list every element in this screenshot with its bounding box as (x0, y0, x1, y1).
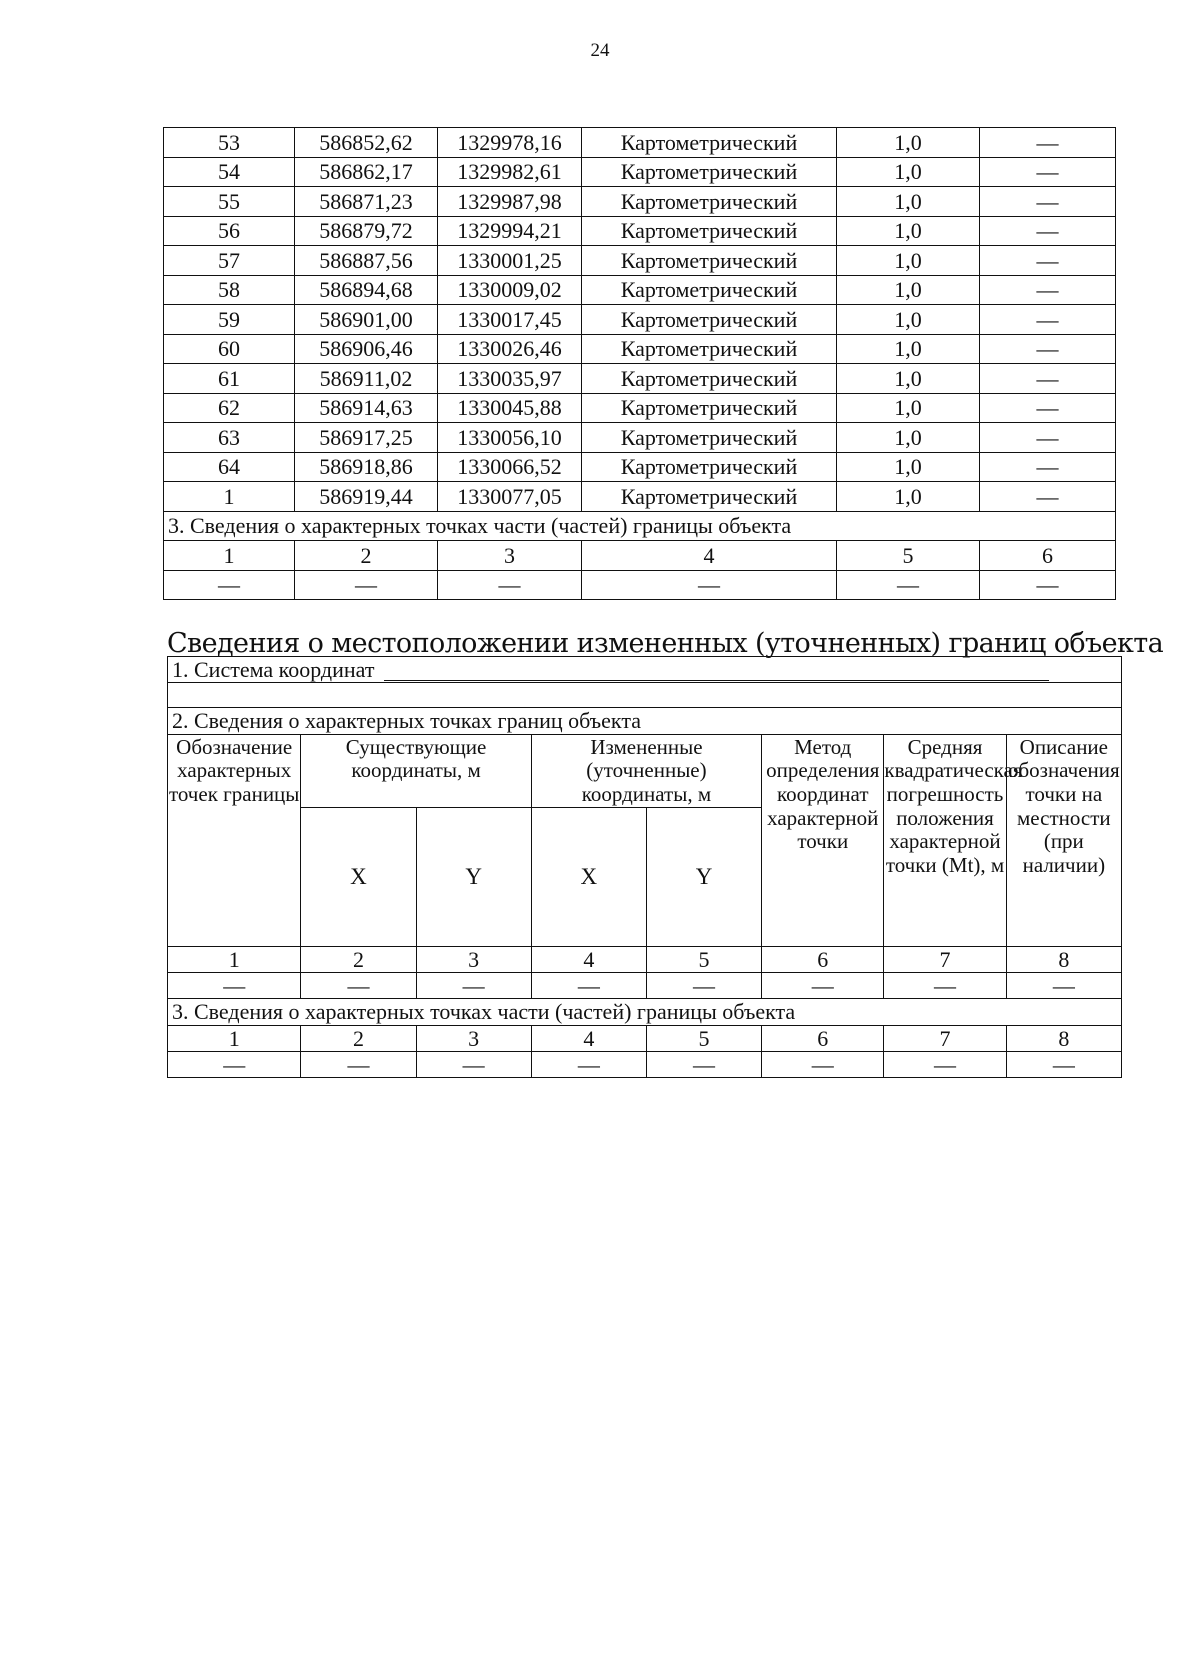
accuracy-cell: 1,0 (837, 187, 980, 217)
point-number-cell: 64 (164, 452, 295, 482)
point-number-cell: 1 (164, 482, 295, 512)
y-coordinate-cell: 1329994,21 (438, 216, 582, 246)
method-cell: Картометрический (582, 393, 837, 423)
point-number-cell: 59 (164, 305, 295, 335)
dash-cell: — (1006, 973, 1121, 999)
column-number: 8 (1006, 946, 1121, 972)
section-header-row (168, 999, 1122, 1025)
x-coordinate-cell: 586911,02 (295, 364, 438, 394)
method-cell: Картометрический (582, 187, 837, 217)
column-numbers-row (168, 1025, 1122, 1051)
table-row (164, 128, 1116, 158)
dash-cell: — (762, 973, 884, 999)
column-numbers-row (168, 946, 1122, 972)
point-number-cell: 60 (164, 334, 295, 364)
page-number: 24 (590, 40, 610, 61)
y-coordinate-cell: 1330066,52 (438, 452, 582, 482)
accuracy-cell: 1,0 (837, 364, 980, 394)
column-number: 1 (168, 946, 301, 972)
column-number: 6 (762, 946, 884, 972)
y-coordinate-cell: 1330017,45 (438, 305, 582, 335)
description-header: Описание обозначения точки на местности (при наличии) (1006, 734, 1121, 946)
empty-row (168, 683, 1122, 708)
y-coordinate-cell: 1329982,61 (438, 157, 582, 187)
designation-header: Обозначение характерных точек границы (168, 734, 301, 946)
column-number: 2 (295, 541, 438, 571)
section-title: Сведения о местоположении измененных (уточненных) границ объекта (167, 628, 1164, 659)
column-number: 2 (301, 1025, 416, 1051)
dash-cell: — (582, 570, 837, 600)
dash-cell: — (295, 570, 438, 600)
description-cell: — (980, 246, 1116, 276)
y-coordinate-cell: 1329987,98 (438, 187, 582, 217)
x-coordinate-cell: 586887,56 (295, 246, 438, 276)
dash-cell: — (301, 1051, 416, 1077)
description-cell: — (980, 364, 1116, 394)
table-row (164, 275, 1116, 305)
description-cell: — (980, 305, 1116, 335)
method-cell: Картометрический (582, 334, 837, 364)
accuracy-cell: 1,0 (837, 275, 980, 305)
section-header-row (164, 511, 1116, 541)
dash-cell: — (837, 570, 980, 600)
changed-boundaries-table (167, 656, 1122, 1078)
accuracy-cell: 1,0 (837, 128, 980, 158)
coordinate-system-cell (168, 657, 1122, 683)
description-cell: — (980, 128, 1116, 158)
table-row (164, 364, 1116, 394)
dash-cell: — (884, 973, 1006, 999)
method-cell: Картометрический (582, 305, 837, 335)
y-coordinate-cell: 1330026,46 (438, 334, 582, 364)
accuracy-header: Средняя квадратическая погрешность положения характерной точки (Mt), м (884, 734, 1006, 946)
dash-cell: — (884, 1051, 1006, 1077)
dash-cell: — (531, 1051, 646, 1077)
description-cell: — (980, 187, 1116, 217)
dash-cell: — (980, 570, 1116, 600)
y-coordinate-cell: 1330009,02 (438, 275, 582, 305)
dash-cell: — (646, 1051, 761, 1077)
column-number: 4 (582, 541, 837, 571)
column-number: 8 (1006, 1025, 1121, 1051)
point-number-cell: 53 (164, 128, 295, 158)
column-number: 4 (531, 1025, 646, 1051)
x-coordinate-cell: 586852,62 (295, 128, 438, 158)
column-number: 7 (884, 946, 1006, 972)
accuracy-cell: 1,0 (837, 246, 980, 276)
column-number: 6 (980, 541, 1116, 571)
column-number: 3 (416, 1025, 531, 1051)
column-number: 3 (438, 541, 582, 571)
accuracy-cell: 1,0 (837, 452, 980, 482)
column-number: 7 (884, 1025, 1006, 1051)
method-cell: Картометрический (582, 157, 837, 187)
point-number-cell: 57 (164, 246, 295, 276)
x-coordinate-cell: 586917,25 (295, 423, 438, 453)
changed-x-header: X (531, 807, 646, 946)
description-cell: — (980, 393, 1116, 423)
changed-coordinates-header: Измененные (уточненные) координаты, м (531, 734, 761, 807)
column-number: 5 (646, 946, 761, 972)
description-cell: — (980, 216, 1116, 246)
coordinate-system-blank-line (384, 662, 1049, 681)
method-cell: Картометрический (582, 423, 837, 453)
table-row (164, 423, 1116, 453)
dash-cell: — (301, 973, 416, 999)
x-coordinate-cell: 586862,17 (295, 157, 438, 187)
accuracy-cell: 1,0 (837, 216, 980, 246)
table-row (164, 452, 1116, 482)
method-cell: Картометрический (582, 452, 837, 482)
existing-coordinates-header: Существующие координаты, м (301, 734, 531, 807)
x-coordinate-cell: 586871,23 (295, 187, 438, 217)
dash-cell: — (168, 1051, 301, 1077)
x-coordinate-cell: 586906,46 (295, 334, 438, 364)
dash-cell: — (416, 973, 531, 999)
dash-cell: — (531, 973, 646, 999)
dash-cell: — (164, 570, 295, 600)
point-number-cell: 63 (164, 423, 295, 453)
y-coordinate-cell: 1330035,97 (438, 364, 582, 394)
dash-row (164, 570, 1116, 600)
description-cell: — (980, 334, 1116, 364)
point-number-cell: 56 (164, 216, 295, 246)
x-coordinate-cell: 586918,86 (295, 452, 438, 482)
section-3-title: 3. Сведения о характерных точках части (частей) границы объекта (168, 999, 1122, 1025)
column-number: 5 (837, 541, 980, 571)
dash-cell: — (762, 1051, 884, 1077)
column-numbers-row (164, 541, 1116, 571)
table-row (164, 482, 1116, 512)
point-number-cell: 58 (164, 275, 295, 305)
changed-y-header: Y (646, 807, 761, 946)
y-coordinate-cell: 1330056,10 (438, 423, 582, 453)
y-coordinate-cell: 1330001,25 (438, 246, 582, 276)
column-number: 1 (164, 541, 295, 571)
method-cell: Картометрический (582, 128, 837, 158)
method-cell: Картометрический (582, 246, 837, 276)
column-number: 6 (762, 1025, 884, 1051)
method-cell: Картометрический (582, 482, 837, 512)
existing-x-header: X (301, 807, 416, 946)
x-coordinate-cell: 586914,63 (295, 393, 438, 423)
dash-cell: — (438, 570, 582, 600)
empty-cell (168, 683, 1122, 708)
column-number: 1 (168, 1025, 301, 1051)
column-number: 4 (531, 946, 646, 972)
description-cell: — (980, 423, 1116, 453)
coordinate-system-label: 1. Система координат (172, 657, 375, 682)
existing-y-header: Y (416, 807, 531, 946)
x-coordinate-cell: 586894,68 (295, 275, 438, 305)
boundary-points-table (163, 127, 1116, 600)
section-header-row (168, 708, 1122, 734)
description-cell: — (980, 452, 1116, 482)
accuracy-cell: 1,0 (837, 157, 980, 187)
accuracy-cell: 1,0 (837, 423, 980, 453)
table-row (164, 216, 1116, 246)
table-row (164, 187, 1116, 217)
column-number: 5 (646, 1025, 761, 1051)
method-header: Метод определения координат характерной точки (762, 734, 884, 946)
table-row (164, 305, 1116, 335)
description-cell: — (980, 275, 1116, 305)
dash-row (168, 973, 1122, 999)
accuracy-cell: 1,0 (837, 334, 980, 364)
x-coordinate-cell: 586919,44 (295, 482, 438, 512)
point-number-cell: 55 (164, 187, 295, 217)
description-cell: — (980, 157, 1116, 187)
y-coordinate-cell: 1329978,16 (438, 128, 582, 158)
method-cell: Картометрический (582, 216, 837, 246)
accuracy-cell: 1,0 (837, 482, 980, 512)
section-3-title: 3. Сведения о характерных точках части (частей) границы объекта (164, 511, 1116, 541)
column-number: 3 (416, 946, 531, 972)
column-number: 2 (301, 946, 416, 972)
method-cell: Картометрический (582, 364, 837, 394)
x-coordinate-cell: 586901,00 (295, 305, 438, 335)
header-row (168, 734, 1122, 807)
dash-cell: — (646, 973, 761, 999)
y-coordinate-cell: 1330077,05 (438, 482, 582, 512)
accuracy-cell: 1,0 (837, 393, 980, 423)
table-row (164, 393, 1116, 423)
description-cell: — (980, 482, 1116, 512)
section-2-title: 2. Сведения о характерных точках границ объекта (168, 708, 1122, 734)
accuracy-cell: 1,0 (837, 305, 980, 335)
point-number-cell: 61 (164, 364, 295, 394)
table-row (164, 157, 1116, 187)
y-coordinate-cell: 1330045,88 (438, 393, 582, 423)
table-row (164, 246, 1116, 276)
x-coordinate-cell: 586879,72 (295, 216, 438, 246)
point-number-cell: 62 (164, 393, 295, 423)
dash-row (168, 1051, 1122, 1077)
point-number-cell: 54 (164, 157, 295, 187)
dash-cell: — (168, 973, 301, 999)
coordinate-system-row (168, 657, 1122, 683)
dash-cell: — (1006, 1051, 1121, 1077)
method-cell: Картометрический (582, 275, 837, 305)
dash-cell: — (416, 1051, 531, 1077)
table-row (164, 334, 1116, 364)
